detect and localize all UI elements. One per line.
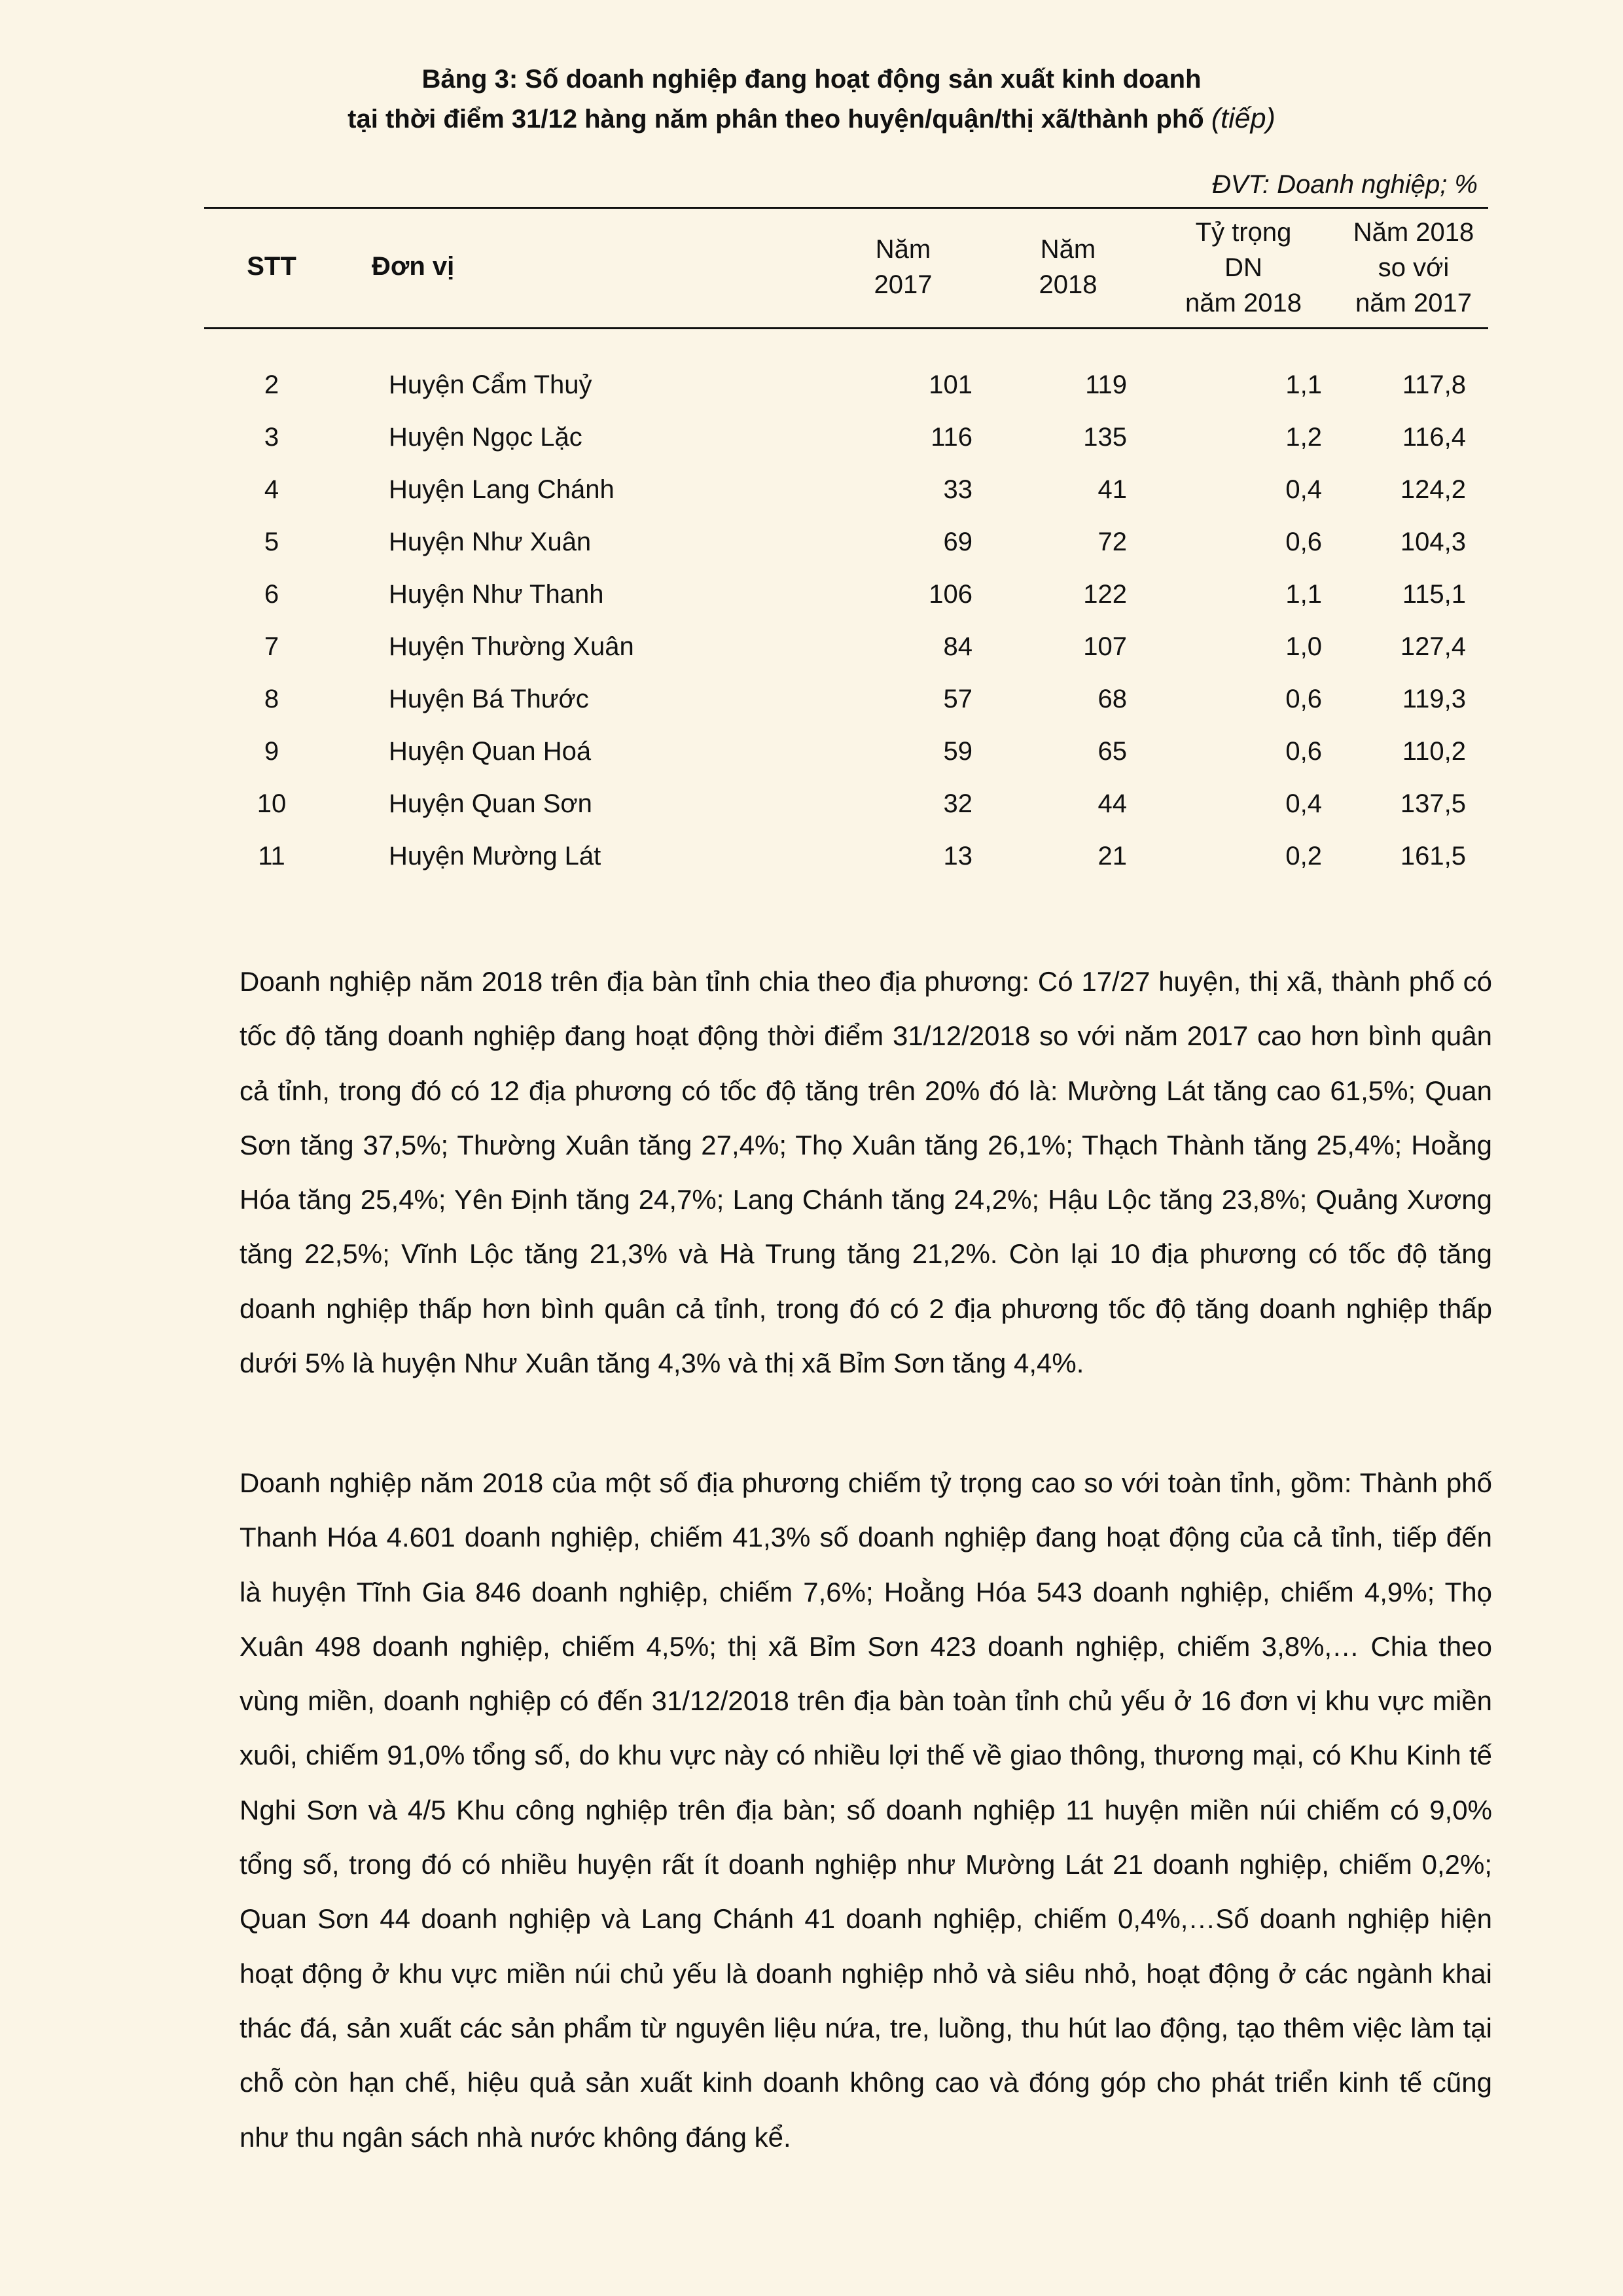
cell-index: 104,3 xyxy=(1400,528,1466,556)
cell-year-2018: 122 xyxy=(1083,580,1127,609)
cell-index: 137,5 xyxy=(1400,789,1466,818)
cell-share: 0,6 xyxy=(1285,685,1322,713)
cell-share: 0,4 xyxy=(1285,789,1322,818)
table-title-continued: (tiếp) xyxy=(1211,103,1275,134)
cell-stt: 3 xyxy=(264,423,279,452)
cell-unit: Huyện Mường Lát xyxy=(389,842,601,870)
cell-share: 1,1 xyxy=(1285,580,1322,609)
cell-year-2017: 116 xyxy=(931,423,972,452)
cell-unit: Huyện Quan Sơn xyxy=(389,789,592,818)
cell-year-2018: 44 xyxy=(1097,789,1127,818)
cell-unit: Huyện Như Xuân xyxy=(389,528,592,556)
header-index-line-2: so với xyxy=(1378,253,1450,282)
cell-year-2017: 84 xyxy=(943,632,972,661)
cell-year-2017: 106 xyxy=(929,580,972,609)
cell-index: 116,4 xyxy=(1402,423,1466,452)
header-year-2017 xyxy=(838,232,969,302)
cell-unit: Huyện Quan Hoá xyxy=(389,737,592,766)
cell-share: 0,4 xyxy=(1285,475,1322,504)
unit-note: ĐVT: Doanh nghiệp; % xyxy=(1211,170,1478,199)
cell-year-2018: 107 xyxy=(1083,632,1127,661)
cell-stt: 9 xyxy=(264,737,279,766)
table-row xyxy=(0,359,1623,411)
cell-unit: Huyện Thường Xuân xyxy=(389,632,634,661)
cell-index: 110,2 xyxy=(1402,737,1466,766)
cell-stt: 7 xyxy=(264,632,279,661)
cell-share: 1,2 xyxy=(1285,423,1322,452)
table-row xyxy=(0,778,1623,830)
cell-year-2017: 57 xyxy=(943,685,972,713)
cell-stt: 6 xyxy=(264,580,279,609)
table-row xyxy=(0,463,1623,516)
cell-year-2017: 33 xyxy=(943,475,972,504)
cell-year-2017: 69 xyxy=(943,528,972,556)
cell-index: 161,5 xyxy=(1400,842,1466,870)
header-index-line-1: Năm 2018 xyxy=(1353,218,1474,247)
table-title-line-2 xyxy=(0,99,1623,138)
header-share xyxy=(1165,215,1322,321)
cell-share: 0,6 xyxy=(1285,528,1322,556)
cell-unit: Huyện Như Thanh xyxy=(389,580,604,609)
cell-stt: 11 xyxy=(258,842,285,870)
cell-stt: 5 xyxy=(264,528,279,556)
cell-unit: Huyện Cẩm Thuỷ xyxy=(389,370,592,399)
cell-index: 124,2 xyxy=(1400,475,1466,504)
header-index xyxy=(1335,215,1492,321)
cell-index: 115,1 xyxy=(1402,580,1466,609)
header-year-2017-line-1: Năm xyxy=(875,235,931,264)
header-index-line-3: năm 2017 xyxy=(1355,289,1472,317)
header-share-line-2: DN xyxy=(1224,253,1262,282)
header-stt: STT xyxy=(247,252,296,281)
cell-year-2018: 119 xyxy=(1085,370,1127,399)
table-title-line-1: Bảng 3: Số doanh nghiệp đang hoạt động sản xuất kinh doanh xyxy=(421,65,1202,94)
header-share-line-1: Tỷ trọng xyxy=(1195,218,1292,247)
cell-year-2017: 101 xyxy=(929,370,972,399)
cell-year-2017: 32 xyxy=(943,789,972,818)
cell-stt: 2 xyxy=(264,370,279,399)
cell-year-2017: 13 xyxy=(943,842,972,870)
table-row xyxy=(0,568,1623,620)
table-row xyxy=(0,411,1623,463)
table-row xyxy=(0,673,1623,725)
table-row xyxy=(0,830,1623,882)
cell-year-2017: 59 xyxy=(943,737,972,766)
cell-unit: Huyện Lang Chánh xyxy=(389,475,615,504)
cell-year-2018: 41 xyxy=(1097,475,1127,504)
table-row xyxy=(0,725,1623,778)
cell-share: 1,1 xyxy=(1285,370,1322,399)
cell-share: 0,2 xyxy=(1285,842,1322,870)
cell-year-2018: 65 xyxy=(1097,737,1127,766)
header-share-line-3: năm 2018 xyxy=(1185,289,1302,317)
header-year-2018-line-1: Năm xyxy=(1040,235,1096,264)
header-year-2017-line-2: 2017 xyxy=(874,270,933,299)
header-year-2018-line-2: 2018 xyxy=(1039,270,1097,299)
table-top-rule xyxy=(204,207,1488,209)
cell-stt: 8 xyxy=(264,685,279,713)
header-unit: Đơn vị xyxy=(372,252,455,281)
table-header-rule xyxy=(204,327,1488,329)
cell-year-2018: 68 xyxy=(1097,685,1127,713)
cell-index: 119,3 xyxy=(1402,685,1466,713)
cell-share: 0,6 xyxy=(1285,737,1322,766)
cell-unit: Huyện Ngọc Lặc xyxy=(389,423,582,452)
cell-year-2018: 72 xyxy=(1097,528,1127,556)
cell-stt: 4 xyxy=(264,475,279,504)
body-paragraph-2: Doanh nghiệp năm 2018 của một số địa phương chiếm tỷ trọng cao so với toàn tỉnh, gồm: Thành phố Thanh Hóa 4.601 doanh nghiệp, chiếm 41,3% số doanh nghiệp đang hoạt động của cả tỉnh, tiếp đến là huyện Tĩnh Gia 846 doanh nghiệp, chiếm 7,6%; Hoằng Hóa 543 doanh nghiệp, chiếm 4,9%; Thọ Xuân 498 doanh nghiệp, chiếm 4,5%; thị xã Bỉm Sơn 423 doanh nghiệp, chiếm 3,8%,… Chia theo vùng miền, doanh nghiệp có đến 31/12/2018 trên địa bàn toàn tỉnh chủ yếu ở 16 đơn vị khu vực miền xuôi, chiếm 91,0% tổng số, do khu vực này có nhiều lợi thế về giao thông, thương mại, có Khu Kinh tế Nghi Sơn và 4/5 Khu công nghiệp trên địa bàn; số doanh nghiệp 11 huyện miền núi chiếm có 9,0% tổng số, trong đó có nhiều huyện rất ít doanh nghiệp như Mường Lát 21 doanh nghiệp, chiếm 0,2%; Quan Sơn 44 doanh nghiệp và Lang Chánh 41 doanh nghiệp, chiếm 0,4%,…Số doanh nghiệp hiện hoạt động ở khu vực miền núi chủ yếu là doanh nghiệp nhỏ và siêu nhỏ, hoạt động ở các ngành khai thác đá, sản xuất các sản phẩm từ nguyên liệu nứa, tre, luồng, thu hút lao động, tạo thêm việc làm tại chỗ còn hạn chế, hiệu quả sản xuất kinh doanh không cao và đóng góp cho phát triển kinh tế cũng như thu ngân sách nhà nước không đáng kể. xyxy=(240,1467,1492,2153)
table-row xyxy=(0,516,1623,568)
header-year-2018 xyxy=(1003,232,1133,302)
cell-stt: 10 xyxy=(257,789,287,818)
cell-share: 1,0 xyxy=(1285,632,1322,661)
cell-index: 117,8 xyxy=(1402,370,1466,399)
table-row xyxy=(0,620,1623,673)
table-title-line-2-text: tại thời điểm 31/12 hàng năm phân theo huyện/quận/thị xã/thành phố xyxy=(348,105,1204,134)
body-paragraph-1: Doanh nghiệp năm 2018 trên địa bàn tỉnh chia theo địa phương: Có 17/27 huyện, thị xã, thành phố có tốc độ tăng doanh nghiệp đang hoạt động thời điểm 31/12/2018 so với năm 2017 cao hơn bình quân cả tỉnh, trong đó có 12 địa phương có tốc độ tăng trên 20% đó là: Mường Lát tăng cao 61,5%; Quan Sơn tăng 37,5%; Thường Xuân tăng 27,4%; Thọ Xuân tăng 26,1%; Thạch Thành tăng 25,4%; Hoằng Hóa tăng 25,4%; Yên Định tăng 24,7%; Lang Chánh tăng 24,2%; Hậu Lộc tăng 23,8%; Quảng Xương tăng 22,5%; Vĩnh Lộc tăng 21,3% và Hà Trung tăng 21,2%. Còn lại 10 địa phương có tốc độ tăng doanh nghiệp thấp hơn bình quân cả tỉnh, trong đó có 2 địa phương tốc độ tăng doanh nghiệp thấp dưới 5% là huyện Như Xuân tăng 4,3% và thị xã Bỉm Sơn tăng 4,4%. xyxy=(240,966,1492,1379)
cell-index: 127,4 xyxy=(1400,632,1466,661)
cell-unit: Huyện Bá Thước xyxy=(389,685,589,713)
cell-year-2018: 135 xyxy=(1083,423,1127,452)
cell-year-2018: 21 xyxy=(1097,842,1127,870)
